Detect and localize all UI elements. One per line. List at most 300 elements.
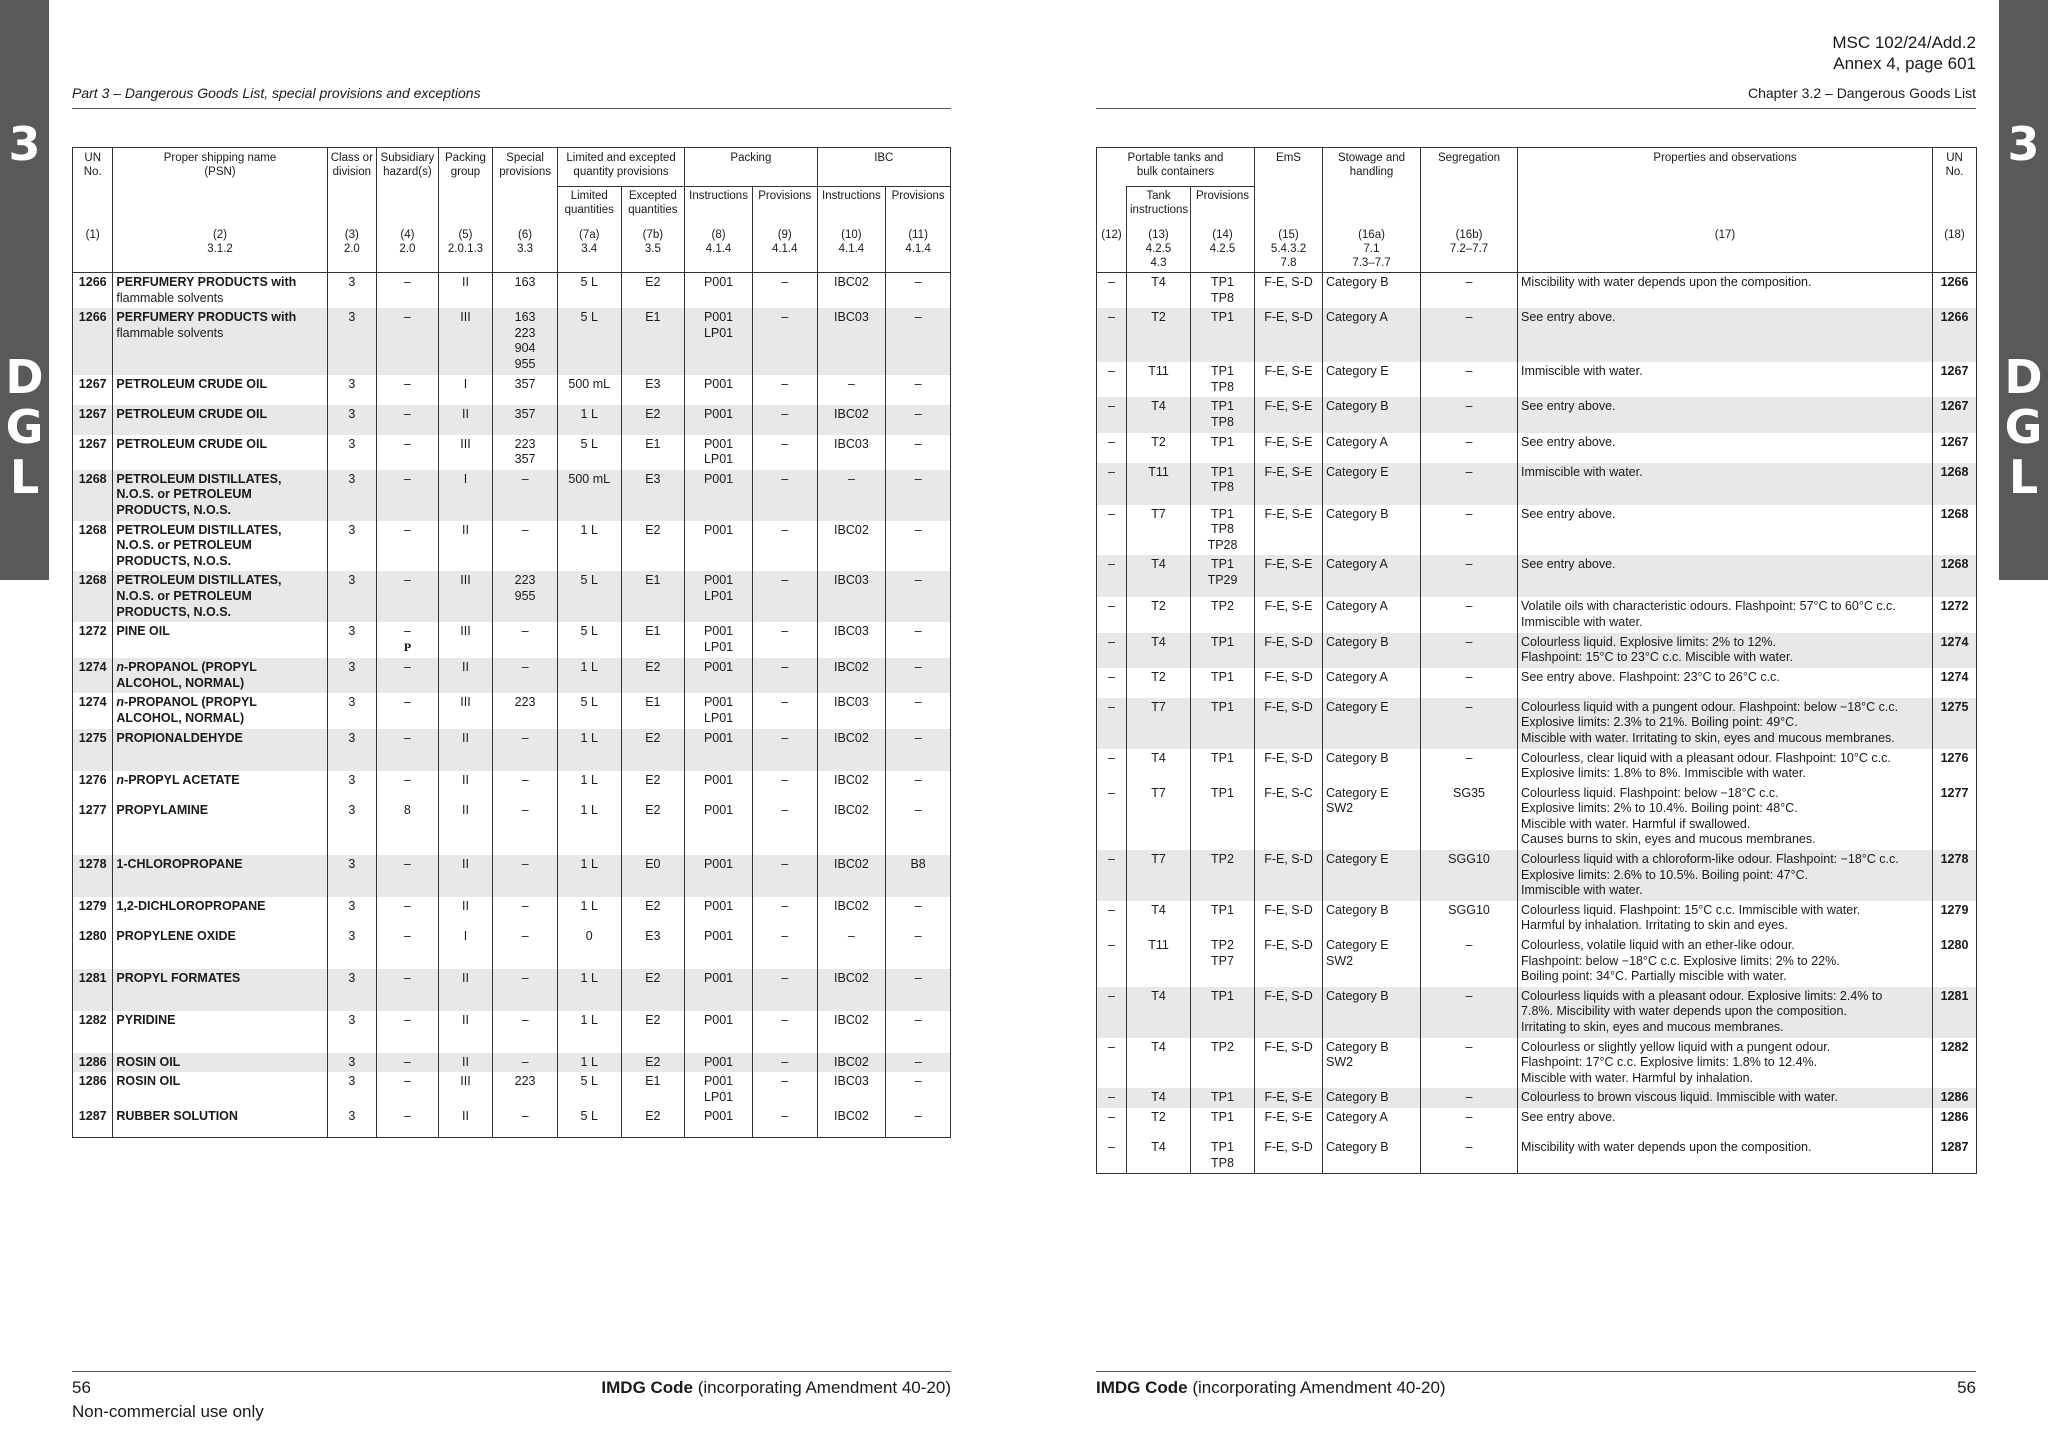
cell-un-number: 1277	[73, 801, 113, 855]
cell-excepted-quantity: E2	[621, 771, 685, 801]
table-row	[73, 927, 951, 969]
cell-un-number: 1279	[73, 897, 113, 927]
cell-segregation: SGG10	[1421, 901, 1518, 936]
cell-packing-instructions: P001	[685, 1053, 753, 1073]
cell-ibc-provisions: –	[886, 1053, 951, 1073]
table-row	[1097, 1088, 1977, 1108]
cell-subsidiary-hazard	[377, 927, 439, 969]
column-reference-row	[73, 224, 951, 273]
name-main: PINE OIL	[116, 624, 170, 639]
cell-ibc-instructions: IBC03	[817, 1072, 886, 1107]
name-main: PROPIONALDEHYDE	[116, 730, 243, 745]
column-ref: (7b) 3.5	[621, 224, 685, 273]
cell-stowage: Category A	[1323, 308, 1421, 362]
cell-col-12: –	[1097, 698, 1127, 749]
cell-proper-shipping-name	[113, 1053, 327, 1073]
cell-tank-instructions: T4	[1127, 1088, 1191, 1108]
cell-packing-provisions: –	[752, 1072, 817, 1107]
cell-ibc-provisions: –	[886, 622, 951, 658]
cell-properties: See entry above.	[1518, 308, 1933, 362]
cell-subsidiary-hazard	[377, 855, 439, 897]
cell-tank-provisions: TP2	[1191, 597, 1255, 632]
cell-special-provisions: –	[493, 521, 558, 572]
cell-packing-provisions: –	[752, 1053, 817, 1073]
cell-ems: F-E, S-E	[1255, 463, 1323, 505]
header-rule-left	[72, 108, 951, 109]
cell-ems: F-E, S-D	[1255, 633, 1323, 668]
table-row	[73, 470, 951, 521]
name-main: -PROPANOL (PROPYL ALCOHOL, NORMAL)	[116, 660, 257, 690]
cell-proper-shipping-name	[113, 897, 327, 927]
cell-stowage: Category B	[1323, 633, 1421, 668]
cell-segregation: SG35	[1421, 784, 1518, 850]
cell-col-12: –	[1097, 668, 1127, 698]
cell-ibc-provisions: –	[886, 1011, 951, 1053]
table-row	[1097, 749, 1977, 784]
cell-ems: F-E, S-D	[1255, 850, 1323, 901]
cell-subsidiary-hazard	[377, 470, 439, 521]
cell-un-number: 1272	[1933, 597, 1977, 632]
cell-class: 3	[327, 622, 377, 658]
cell-col-12: –	[1097, 273, 1127, 309]
cell-un-number: 1286	[1933, 1108, 1977, 1138]
right-table-body	[1097, 273, 1977, 1174]
footer-title-rest: (incorporating Amendment 40-20)	[693, 1378, 951, 1397]
table-row	[73, 521, 951, 572]
cell-class: 3	[327, 273, 377, 309]
column-ref: (8) 4.1.4	[685, 224, 753, 273]
table-row	[73, 1011, 951, 1053]
name-prefix: n	[116, 772, 125, 787]
table-row	[1097, 505, 1977, 556]
cell-limited-quantity: 1 L	[557, 1053, 621, 1073]
cell-un-number: 1274	[73, 693, 113, 728]
cell-col-12: –	[1097, 362, 1127, 397]
cell-ibc-instructions: IBC02	[817, 1107, 886, 1137]
name-main: -PROPANOL (PROPYL ALCOHOL, NORMAL)	[116, 695, 257, 726]
col-header-ibc-provisions: Provisions	[886, 187, 951, 225]
cell-packing-instructions: P001	[685, 375, 753, 405]
running-header-right: Chapter 3.2 – Dangerous Goods List	[1747, 85, 1976, 101]
cell-stowage: Category E SW2	[1323, 784, 1421, 850]
column-ref: (14) 4.2.5	[1191, 224, 1255, 273]
cell-subsidiary-hazard	[377, 308, 439, 374]
cell-segregation: –	[1421, 936, 1518, 987]
cell-ems: F-E, S-D	[1255, 987, 1323, 1038]
cell-tank-instructions: T7	[1127, 698, 1191, 749]
col-header-special-provisions: Special provisions	[493, 148, 558, 225]
cell-ibc-instructions: –	[817, 375, 886, 405]
cell-un-number: 1281	[1933, 987, 1977, 1038]
cell-ibc-instructions: IBC02	[817, 771, 886, 801]
table-row	[73, 435, 951, 470]
table-row	[1097, 987, 1977, 1038]
cell-tank-provisions: TP1	[1191, 987, 1255, 1038]
cell-proper-shipping-name	[113, 1072, 327, 1107]
cell-packing-instructions: P001	[685, 855, 753, 897]
footer-title-rest: (incorporating Amendment 40-20)	[1187, 1378, 1446, 1397]
cell-class: 3	[327, 1053, 377, 1073]
table-row	[1097, 433, 1977, 463]
cell-ibc-provisions: –	[886, 273, 951, 309]
cell-stowage: Category B SW2	[1323, 1038, 1421, 1089]
cell-packing-instructions: P001	[685, 969, 753, 1011]
cell-ibc-instructions: IBC02	[817, 521, 886, 572]
cell-properties: Colourless liquid. Flashpoint: below −18°C c.c. Explosive limits: 2% to 10.4%. Boiling point: 48°C. Miscible with water. Harmful if swallowed. Causes burns to skin, eyes and mucous membranes.	[1518, 784, 1933, 850]
column-reference-row	[1097, 224, 1977, 273]
cell-packing-provisions: –	[752, 622, 817, 658]
cell-ibc-instructions: IBC02	[817, 658, 886, 693]
cell-excepted-quantity: E1	[621, 308, 685, 374]
cell-col-12: –	[1097, 1138, 1127, 1174]
col-header-un-no: UN No.	[73, 148, 113, 225]
cell-tank-instructions: T4	[1127, 987, 1191, 1038]
cell-ibc-instructions: IBC03	[817, 571, 886, 622]
cell-ibc-instructions: –	[817, 470, 886, 521]
cell-tank-instructions: T4	[1127, 633, 1191, 668]
cell-tank-provisions: TP1 TP8	[1191, 273, 1255, 309]
cell-proper-shipping-name	[113, 375, 327, 405]
cell-special-provisions: –	[493, 771, 558, 801]
table-row	[1097, 397, 1977, 432]
cell-col-12: –	[1097, 850, 1127, 901]
name-continued: flammable solvents	[116, 325, 224, 340]
col-header-blank	[1097, 187, 1127, 225]
cell-segregation: –	[1421, 555, 1518, 597]
cell-class: 3	[327, 308, 377, 374]
cell-tank-provisions: TP1 TP29	[1191, 555, 1255, 597]
table-row	[73, 1072, 951, 1107]
cell-packing-group: II	[438, 1107, 493, 1137]
cell-segregation: –	[1421, 308, 1518, 362]
cell-tank-provisions: TP1	[1191, 698, 1255, 749]
cell-ems: F-E, S-E	[1255, 597, 1323, 632]
cell-packing-group: III	[438, 435, 493, 470]
col-header-limited-quantities: Limited quantities	[557, 187, 621, 225]
cell-tank-instructions: T2	[1127, 1108, 1191, 1138]
cell-tank-provisions: TP2	[1191, 850, 1255, 901]
footer-title-bold: IMDG Code	[1096, 1378, 1188, 1397]
cell-stowage: Category B	[1323, 273, 1421, 309]
cell-tank-instructions: T2	[1127, 308, 1191, 362]
cell-packing-provisions: –	[752, 273, 817, 309]
cell-col-12: –	[1097, 505, 1127, 556]
cell-tank-instructions: T2	[1127, 433, 1191, 463]
cell-tank-provisions: TP1 TP8 TP28	[1191, 505, 1255, 556]
cell-properties: Colourless to brown viscous liquid. Immiscible with water.	[1518, 1088, 1933, 1108]
cell-packing-instructions: P001	[685, 273, 753, 309]
cell-special-provisions: –	[493, 729, 558, 771]
column-ref: (2) 3.1.2	[113, 224, 327, 273]
subsidiary-value: –	[403, 1109, 411, 1124]
cell-col-12: –	[1097, 987, 1127, 1038]
cell-col-12: –	[1097, 463, 1127, 505]
column-ref: (4) 2.0	[377, 224, 439, 273]
name-main: PETROLEUM DISTILLATES, N.O.S. or PETROLEUM PRODUCTS, N.O.S.	[116, 573, 282, 619]
cell-ibc-provisions: –	[886, 308, 951, 374]
cell-packing-provisions: –	[752, 801, 817, 855]
cell-properties: See entry above.	[1518, 397, 1933, 432]
cell-packing-instructions: P001	[685, 771, 753, 801]
footer-title-left	[601, 1378, 951, 1398]
tab-letter: D	[2004, 350, 2043, 404]
dangerous-goods-table-right	[1096, 147, 1977, 1174]
cell-excepted-quantity: E2	[621, 273, 685, 309]
cell-proper-shipping-name	[113, 571, 327, 622]
cell-subsidiary-hazard	[377, 897, 439, 927]
cell-limited-quantity: 1 L	[557, 521, 621, 572]
cell-properties: Colourless liquid. Flashpoint: 15°C c.c. Immiscible with water. Harmful by inhalation. Irritating to skin and eyes.	[1518, 901, 1933, 936]
cell-limited-quantity: 0	[557, 927, 621, 969]
cell-subsidiary-hazard	[377, 801, 439, 855]
cell-tank-instructions: T4	[1127, 1138, 1191, 1174]
cell-segregation: SGG10	[1421, 850, 1518, 901]
cell-packing-provisions: –	[752, 435, 817, 470]
cell-un-number: 1272	[73, 622, 113, 658]
table-row	[1097, 784, 1977, 850]
subsidiary-value: –	[403, 436, 411, 451]
column-ref: (10) 4.1.4	[817, 224, 886, 273]
cell-un-number: 1275	[1933, 698, 1977, 749]
cell-proper-shipping-name	[113, 521, 327, 572]
cell-proper-shipping-name	[113, 855, 327, 897]
name-main: ROSIN OIL	[116, 1074, 181, 1089]
cell-class: 3	[327, 658, 377, 693]
cell-excepted-quantity: E2	[621, 521, 685, 572]
cell-col-12: –	[1097, 1038, 1127, 1089]
cell-ibc-instructions: –	[817, 927, 886, 969]
document-ref-line1: MSC 102/24/Add.2	[1832, 33, 1976, 52]
cell-excepted-quantity: E1	[621, 622, 685, 658]
cell-ibc-instructions: IBC03	[817, 693, 886, 728]
col-header-excepted-quantities: Excepted quantities	[621, 187, 685, 225]
tab-letter: G	[2004, 400, 2043, 454]
cell-tank-instructions: T4	[1127, 1038, 1191, 1089]
cell-properties: Colourless, volatile liquid with an ether-like odour. Flashpoint: below −18°C c.c. Explosive limits: 2% to 22%. Boiling point: 34°C. Partially miscible with water.	[1518, 936, 1933, 987]
running-header-left: Part 3 – Dangerous Goods List, special provisions and exceptions	[72, 85, 481, 101]
cell-tank-instructions: T11	[1127, 362, 1191, 397]
cell-subsidiary-hazard	[377, 405, 439, 435]
cell-packing-provisions: –	[752, 1107, 817, 1137]
cell-packing-group: II	[438, 1011, 493, 1053]
cell-class: 3	[327, 375, 377, 405]
col-header-ibc: IBC	[817, 148, 950, 187]
cell-subsidiary-hazard	[377, 622, 439, 658]
cell-col-12: –	[1097, 633, 1127, 668]
cell-limited-quantity: 1 L	[557, 771, 621, 801]
cell-tank-instructions: T7	[1127, 784, 1191, 850]
cell-ems: F-E, S-E	[1255, 1088, 1323, 1108]
cell-ibc-provisions: –	[886, 897, 951, 927]
cell-special-provisions: 223 955	[493, 571, 558, 622]
cell-packing-group: II	[438, 801, 493, 855]
cell-stowage: Category E	[1323, 698, 1421, 749]
cell-packing-group: III	[438, 1072, 493, 1107]
dangerous-goods-table-left	[72, 147, 951, 1138]
cell-class: 3	[327, 693, 377, 728]
table-row	[1097, 1108, 1977, 1138]
cell-ibc-provisions: –	[886, 729, 951, 771]
cell-un-number: 1267	[73, 375, 113, 405]
cell-packing-instructions: P001	[685, 521, 753, 572]
cell-un-number: 1267	[1933, 397, 1977, 432]
cell-packing-group: II	[438, 969, 493, 1011]
cell-properties: See entry above.	[1518, 1108, 1933, 1138]
cell-un-number: 1268	[73, 521, 113, 572]
cell-class: 3	[327, 771, 377, 801]
cell-col-12: –	[1097, 749, 1127, 784]
cell-ems: F-E, S-D	[1255, 901, 1323, 936]
cell-excepted-quantity: E2	[621, 1011, 685, 1053]
cell-tank-provisions: TP1 TP8	[1191, 463, 1255, 505]
cell-proper-shipping-name	[113, 927, 327, 969]
cell-packing-instructions: P001 LP01	[685, 435, 753, 470]
cell-tank-instructions: T4	[1127, 749, 1191, 784]
cell-properties: Immiscible with water.	[1518, 463, 1933, 505]
cell-tank-provisions: TP1	[1191, 901, 1255, 936]
col-header-stowage: Stowage and handling	[1323, 148, 1421, 225]
cell-tank-provisions: TP1	[1191, 1088, 1255, 1108]
cell-un-number: 1287	[1933, 1138, 1977, 1174]
name-main: 1-CHLOROPROPANE	[116, 856, 243, 871]
cell-un-number: 1280	[73, 927, 113, 969]
cell-ibc-instructions: IBC02	[817, 1011, 886, 1053]
cell-excepted-quantity: E2	[621, 1107, 685, 1137]
footer-rule-left	[72, 1371, 951, 1372]
cell-properties: Colourless, clear liquid with a pleasant odour. Flashpoint: 10°C c.c. Explosive limits: 1.8% to 8%. Immiscible with water.	[1518, 749, 1933, 784]
cell-limited-quantity: 5 L	[557, 693, 621, 728]
column-ref: (9) 4.1.4	[752, 224, 817, 273]
cell-segregation: –	[1421, 397, 1518, 432]
cell-segregation: –	[1421, 1088, 1518, 1108]
cell-special-provisions: –	[493, 801, 558, 855]
subsidiary-value: –	[403, 856, 411, 871]
cell-ibc-instructions: IBC02	[817, 1053, 886, 1073]
cell-packing-provisions: –	[752, 521, 817, 572]
col-header-packing-instructions: Instructions	[685, 187, 753, 225]
cell-limited-quantity: 1 L	[557, 969, 621, 1011]
cell-packing-group: I	[438, 470, 493, 521]
cell-tank-instructions: T2	[1127, 668, 1191, 698]
cell-un-number: 1282	[1933, 1038, 1977, 1089]
cell-class: 3	[327, 571, 377, 622]
table-row	[73, 729, 951, 771]
cell-special-provisions: –	[493, 897, 558, 927]
cell-stowage: Category E	[1323, 362, 1421, 397]
cell-segregation: –	[1421, 1138, 1518, 1174]
col-header-packing-group: Packing group	[438, 148, 493, 225]
cell-tank-instructions: T7	[1127, 505, 1191, 556]
cell-class: 3	[327, 1107, 377, 1137]
cell-proper-shipping-name	[113, 729, 327, 771]
name-main: PETROLEUM DISTILLATES, N.O.S. or PETROLEUM PRODUCTS, N.O.S.	[116, 522, 282, 568]
cell-ems: F-E, S-E	[1255, 1108, 1323, 1138]
subsidiary-value: –	[403, 1074, 411, 1089]
cell-tank-provisions: TP1	[1191, 784, 1255, 850]
name-main: PROPYLENE OXIDE	[116, 928, 236, 943]
cell-ems: F-E, S-D	[1255, 936, 1323, 987]
name-main: 1,2-DICHLOROPROPANE	[116, 898, 266, 913]
cell-excepted-quantity: E2	[621, 658, 685, 693]
cell-special-provisions: –	[493, 658, 558, 693]
table-row	[1097, 1038, 1977, 1089]
cell-packing-provisions: –	[752, 897, 817, 927]
cell-limited-quantity: 1 L	[557, 1011, 621, 1053]
footer-title-right	[1096, 1378, 1446, 1398]
marine-pollutant-mark: P	[403, 642, 412, 654]
cell-un-number: 1268	[73, 571, 113, 622]
cell-un-number: 1266	[73, 273, 113, 309]
col-header-class: Class or division	[327, 148, 377, 225]
cell-packing-group: II	[438, 729, 493, 771]
cell-stowage: Category B	[1323, 901, 1421, 936]
subsidiary-value: –	[403, 275, 411, 289]
cell-packing-group: II	[438, 405, 493, 435]
cell-packing-group: II	[438, 771, 493, 801]
column-ref: (3) 2.0	[327, 224, 377, 273]
subsidiary-value: –	[403, 970, 411, 985]
cell-packing-group: III	[438, 571, 493, 622]
cell-subsidiary-hazard	[377, 1072, 439, 1107]
cell-limited-quantity: 5 L	[557, 571, 621, 622]
cell-tank-provisions: TP1	[1191, 433, 1255, 463]
column-ref: (15) 5.4.3.2 7.8	[1255, 224, 1323, 273]
cell-segregation: –	[1421, 698, 1518, 749]
cell-packing-provisions: –	[752, 571, 817, 622]
cell-special-provisions: 163 223 904 955	[493, 308, 558, 374]
cell-packing-group: II	[438, 521, 493, 572]
cell-class: 3	[327, 897, 377, 927]
cell-un-number: 1286	[73, 1053, 113, 1073]
cell-packing-instructions: P001 LP01	[685, 308, 753, 374]
cell-properties: Colourless liquid with a pungent odour. Flashpoint: below −18°C c.c. Explosive limits: 2.3% to 21%. Boiling point: 49°C. Miscible with water. Irritating to skin, eyes and mucous membranes.	[1518, 698, 1933, 749]
cell-stowage: Category B	[1323, 749, 1421, 784]
cell-class: 3	[327, 521, 377, 572]
subsidiary-value: –	[403, 1054, 411, 1069]
chapter-number: 3	[2007, 117, 2040, 171]
cell-ems: F-E, S-E	[1255, 505, 1323, 556]
cell-class: 3	[327, 1072, 377, 1107]
cell-class: 3	[327, 927, 377, 969]
name-main: PROPYLAMINE	[116, 802, 209, 817]
cell-stowage: Category E	[1323, 850, 1421, 901]
subsidiary-value: –	[403, 624, 411, 639]
table-row	[73, 693, 951, 728]
cell-segregation: –	[1421, 987, 1518, 1038]
cell-segregation: –	[1421, 597, 1518, 632]
cell-ems: F-E, S-E	[1255, 555, 1323, 597]
tab-letter: L	[2008, 450, 2039, 504]
cell-excepted-quantity: E1	[621, 571, 685, 622]
cell-stowage: Category A	[1323, 433, 1421, 463]
cell-un-number: 1277	[1933, 784, 1977, 850]
cell-segregation: –	[1421, 273, 1518, 309]
cell-subsidiary-hazard	[377, 521, 439, 572]
cell-un-number: 1274	[1933, 633, 1977, 668]
cell-stowage: Category A	[1323, 597, 1421, 632]
col-header-packing: Packing	[685, 148, 817, 187]
cell-un-number: 1279	[1933, 901, 1977, 936]
cell-un-number: 1280	[1933, 936, 1977, 987]
cell-packing-provisions: –	[752, 855, 817, 897]
cell-excepted-quantity: E3	[621, 375, 685, 405]
cell-packing-group: I	[438, 375, 493, 405]
cell-properties: See entry above. Flashpoint: 23°C to 26°C c.c.	[1518, 668, 1933, 698]
cell-class: 3	[327, 435, 377, 470]
cell-un-number: 1281	[73, 969, 113, 1011]
cell-tank-instructions: T4	[1127, 273, 1191, 309]
cell-properties: See entry above.	[1518, 555, 1933, 597]
